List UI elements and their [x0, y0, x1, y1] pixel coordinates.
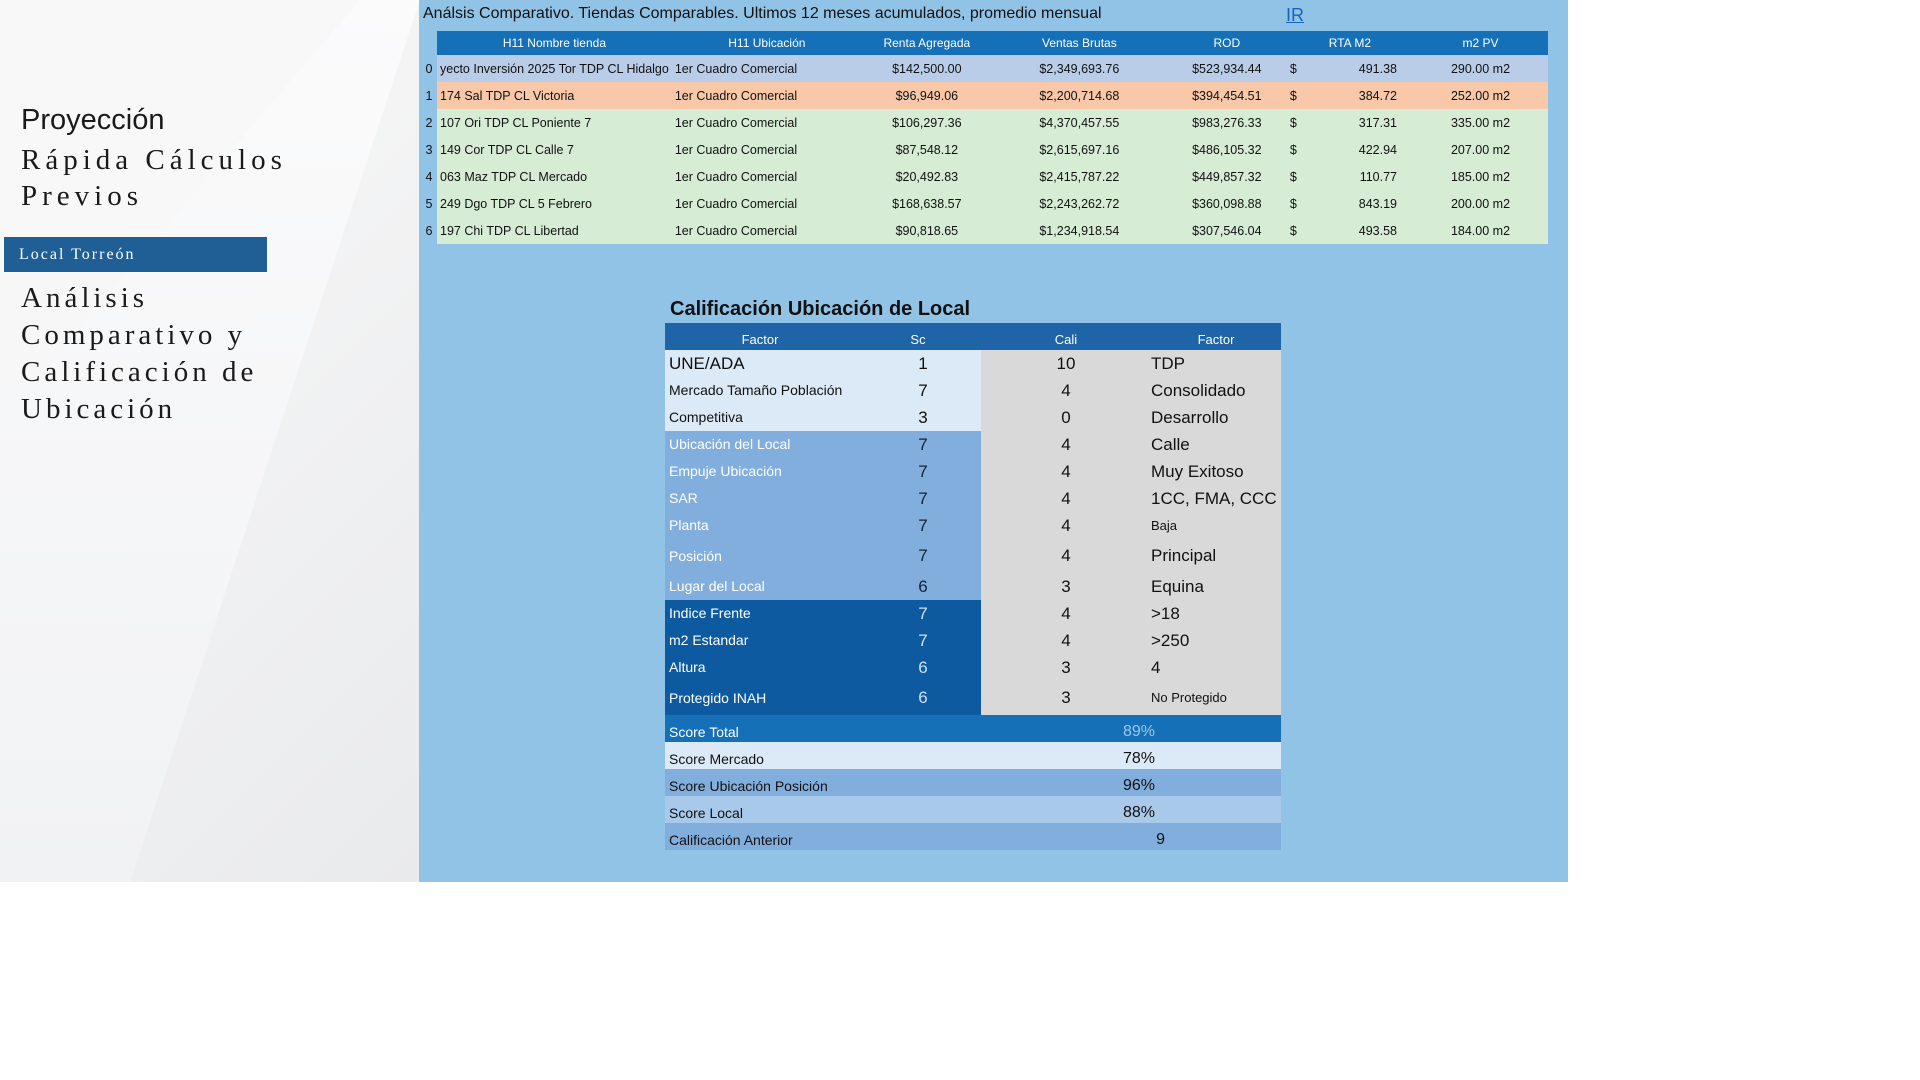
- factor-cali: 10: [981, 350, 1151, 377]
- column-header: Factor: [741, 332, 779, 347]
- factor-name: Indice Frente: [665, 600, 855, 627]
- rod-value: $486,105.32: [1167, 136, 1287, 163]
- factor-name: Planta: [665, 512, 855, 539]
- rod-value: $394,454.51: [1167, 82, 1287, 109]
- comparison-table: [421, 31, 1548, 244]
- renta-agregada: $168,638.57: [862, 190, 992, 217]
- factor-cali: 4: [981, 512, 1151, 539]
- factor-sc: 7: [855, 431, 981, 458]
- row-index: 3: [421, 136, 437, 163]
- score-row: [665, 627, 1281, 654]
- column-header: H11 Nombre tienda: [437, 31, 672, 55]
- row-index: 0: [421, 55, 437, 82]
- store-name: 174 Sal TDP CL Victoria: [437, 82, 672, 109]
- factor-sc: 7: [855, 539, 981, 573]
- factor-name: Empuje Ubicación: [665, 458, 855, 485]
- renta-agregada: $90,818.65: [862, 217, 992, 244]
- currency-symbol: $: [1287, 55, 1310, 82]
- factor-reference: No Protegido: [1151, 681, 1281, 715]
- m2-pv: 335.00 m2: [1413, 109, 1548, 136]
- rta-m2: 493.58: [1310, 217, 1413, 244]
- comparison-header-row: [421, 31, 1548, 55]
- score-row: [665, 404, 1281, 431]
- row-index: 2: [421, 109, 437, 136]
- factor-cali: 4: [981, 539, 1151, 573]
- calificacion-anterior-row: [665, 823, 1281, 850]
- factor-sc: 6: [855, 654, 981, 681]
- factor-reference: >250: [1151, 627, 1281, 654]
- store-location: 1er Cuadro Comercial: [672, 55, 862, 82]
- m2-pv: 184.00 m2: [1413, 217, 1548, 244]
- renta-agregada: $106,297.36: [862, 109, 992, 136]
- m2-pv: 200.00 m2: [1413, 190, 1548, 217]
- column-header: Cali: [1054, 332, 1078, 347]
- column-header: Ventas Brutas: [992, 31, 1167, 55]
- factor-name: m2 Estandar: [665, 627, 855, 654]
- store-location: 1er Cuadro Comercial: [672, 109, 862, 136]
- rod-value: $307,546.04: [1167, 217, 1287, 244]
- currency-symbol: $: [1287, 82, 1310, 109]
- rta-m2: 317.31: [1310, 109, 1413, 136]
- column-header: Sc: [910, 332, 926, 347]
- rod-value: $360,098.88: [1167, 190, 1287, 217]
- factor-reference: Muy Exitoso: [1151, 458, 1281, 485]
- store-location: 1er Cuadro Comercial: [672, 190, 862, 217]
- factor-sc: 6: [855, 681, 981, 715]
- store-location: 1er Cuadro Comercial: [672, 217, 862, 244]
- column-header: Factor: [1197, 332, 1235, 347]
- store-location: 1er Cuadro Comercial: [672, 136, 862, 163]
- store-name: 149 Cor TDP CL Calle 7: [437, 136, 672, 163]
- factor-sc: 7: [855, 458, 981, 485]
- rod-value: $449,857.32: [1167, 163, 1287, 190]
- store-name: 249 Dgo TDP CL 5 Febrero: [437, 190, 672, 217]
- rta-m2: 384.72: [1310, 82, 1413, 109]
- summary-label: Score Local: [669, 805, 743, 821]
- rta-m2: 491.38: [1310, 55, 1413, 82]
- factor-cali: 4: [981, 600, 1151, 627]
- ventas-brutas: $4,370,457.55: [992, 109, 1167, 136]
- store-name: 107 Ori TDP CL Poniente 7: [437, 109, 672, 136]
- table-row: [421, 163, 1548, 190]
- factor-cali: 4: [981, 458, 1151, 485]
- factor-name: SAR: [665, 485, 855, 512]
- factor-sc: 7: [855, 627, 981, 654]
- index-header: [421, 31, 437, 55]
- score-table: [665, 323, 1281, 850]
- factor-name: Protegido INAH: [665, 681, 855, 715]
- currency-symbol: $: [1287, 136, 1310, 163]
- factor-reference: Desarrollo: [1151, 404, 1281, 431]
- renta-agregada: $20,492.83: [862, 163, 992, 190]
- store-name: 197 Chi TDP CL Libertad: [437, 217, 672, 244]
- rta-m2: 110.77: [1310, 163, 1413, 190]
- renta-agregada: $142,500.00: [862, 55, 992, 82]
- summary-label: Score Total: [669, 724, 739, 740]
- renta-agregada: $96,949.06: [862, 82, 992, 109]
- score-row: [665, 431, 1281, 458]
- factor-reference: TDP: [1151, 350, 1281, 377]
- factor-reference: Equina: [1151, 573, 1281, 600]
- score-row: [665, 654, 1281, 681]
- currency-symbol: $: [1287, 190, 1310, 217]
- score-row: [665, 485, 1281, 512]
- summary-value: 78%: [1122, 750, 1155, 767]
- rod-value: $523,934.44: [1167, 55, 1287, 82]
- location-label: Local Torreón: [4, 237, 267, 272]
- factor-name: Competitiva: [665, 404, 855, 431]
- score-row: [665, 512, 1281, 539]
- factor-reference: Principal: [1151, 539, 1281, 573]
- table-row: [421, 82, 1548, 109]
- store-name: yecto Inversión 2025 Tor TDP CL Hidalgo: [437, 55, 672, 82]
- ir-link[interactable]: IR: [1286, 5, 1304, 25]
- m2-pv: 207.00 m2: [1413, 136, 1548, 163]
- factor-reference: Consolidado: [1151, 377, 1281, 404]
- factor-name: Altura: [665, 654, 855, 681]
- summary-value: 88%: [1122, 804, 1155, 821]
- score-row: [665, 539, 1281, 573]
- score-row: [665, 681, 1281, 715]
- currency-symbol: $: [1287, 163, 1310, 190]
- score-row: [665, 377, 1281, 404]
- score-mercado-row: [665, 742, 1281, 769]
- factor-name: UNE/ADA: [665, 350, 855, 377]
- score-ubicacion-row: [665, 769, 1281, 796]
- factor-cali: 4: [981, 627, 1151, 654]
- factor-reference: Calle: [1151, 431, 1281, 458]
- row-index: 5: [421, 190, 437, 217]
- factor-name: Posición: [665, 539, 855, 573]
- m2-pv: 290.00 m2: [1413, 55, 1548, 82]
- factor-name: Lugar del Local: [665, 573, 855, 600]
- summary-label: Score Ubicación Posición: [669, 778, 828, 794]
- factor-sc: 7: [855, 485, 981, 512]
- column-header: H11 Ubicación: [672, 31, 862, 55]
- m2-pv: 185.00 m2: [1413, 163, 1548, 190]
- factor-cali: 3: [981, 654, 1151, 681]
- summary-value: 96%: [1122, 777, 1155, 794]
- section-heading: Análisis Comparativo y Calificación de Ubicación: [21, 282, 258, 425]
- factor-cali: 0: [981, 404, 1151, 431]
- table-row: [421, 190, 1548, 217]
- currency-symbol: $: [1287, 217, 1310, 244]
- score-header-row: [665, 323, 1281, 350]
- score-total-row: [665, 715, 1281, 742]
- summary-label: Score Mercado: [669, 751, 764, 767]
- factor-sc: 1: [855, 350, 981, 377]
- column-header: m2 PV: [1413, 31, 1548, 55]
- factor-reference: Baja: [1151, 512, 1281, 539]
- ventas-brutas: $2,243,262.72: [992, 190, 1167, 217]
- rta-m2: 843.19: [1310, 190, 1413, 217]
- ventas-brutas: $2,349,693.76: [992, 55, 1167, 82]
- factor-reference: 1CC, FMA, CCC: [1151, 485, 1281, 512]
- score-local-row: [665, 796, 1281, 823]
- ventas-brutas: $1,234,918.54: [992, 217, 1167, 244]
- factor-sc: 7: [855, 377, 981, 404]
- ventas-brutas: $2,615,697.16: [992, 136, 1167, 163]
- summary-value: 9: [1156, 831, 1165, 848]
- factor-sc: 3: [855, 404, 981, 431]
- column-header: RTA M2: [1287, 31, 1413, 55]
- renta-agregada: $87,548.12: [862, 136, 992, 163]
- factor-name: Ubicación del Local: [665, 431, 855, 458]
- row-index: 1: [421, 82, 437, 109]
- summary-value: 89%: [1122, 723, 1155, 740]
- store-location: 1er Cuadro Comercial: [672, 163, 862, 190]
- column-header: Renta Agregada: [862, 31, 992, 55]
- ventas-brutas: $2,415,787.22: [992, 163, 1167, 190]
- factor-sc: 6: [855, 573, 981, 600]
- score-row: [665, 458, 1281, 485]
- slide-title-secondary: Rápida Cálculos Previos: [21, 144, 287, 212]
- factor-name: Mercado Tamaño Población: [665, 377, 855, 404]
- row-index: 6: [421, 217, 437, 244]
- factor-sc: 7: [855, 512, 981, 539]
- m2-pv: 252.00 m2: [1413, 82, 1548, 109]
- factor-cali: 4: [981, 485, 1151, 512]
- score-row: [665, 600, 1281, 627]
- rta-m2: 422.94: [1310, 136, 1413, 163]
- store-location: 1er Cuadro Comercial: [672, 82, 862, 109]
- column-header: ROD: [1167, 31, 1287, 55]
- score-row: [665, 350, 1281, 377]
- table-row: [421, 217, 1548, 244]
- factor-cali: 3: [981, 681, 1151, 715]
- factor-cali: 4: [981, 431, 1151, 458]
- comparison-title: Análsis Comparativo. Tiendas Comparables. Ultimos 12 meses acumulados, promedio mensual: [423, 5, 1102, 22]
- row-index: 4: [421, 163, 437, 190]
- factor-cali: 3: [981, 573, 1151, 600]
- currency-symbol: $: [1287, 109, 1310, 136]
- factor-reference: 4: [1151, 654, 1281, 681]
- score-table-title: Calificación Ubicación de Local: [670, 298, 971, 320]
- score-row: [665, 573, 1281, 600]
- table-row: [421, 109, 1548, 136]
- store-name: 063 Maz TDP CL Mercado: [437, 163, 672, 190]
- table-row: [421, 55, 1548, 82]
- factor-reference: >18: [1151, 600, 1281, 627]
- summary-label: Calificación Anterior: [669, 832, 793, 848]
- factor-cali: 4: [981, 377, 1151, 404]
- ventas-brutas: $2,200,714.68: [992, 82, 1167, 109]
- rod-value: $983,276.33: [1167, 109, 1287, 136]
- table-row: [421, 136, 1548, 163]
- slide-title: Proyección: [21, 104, 165, 136]
- factor-sc: 7: [855, 600, 981, 627]
